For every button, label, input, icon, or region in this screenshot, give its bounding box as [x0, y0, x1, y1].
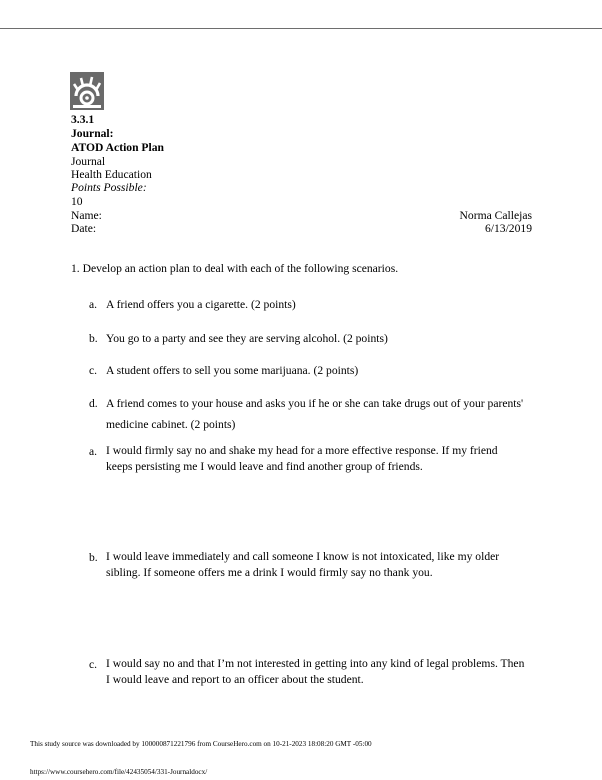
points-value: 10 — [71, 195, 83, 208]
question-prompt: 1. Develop an action plan to deal with each of the following scenarios. — [71, 262, 399, 275]
answer-letter: b. — [89, 551, 98, 564]
scenario-letter: c. — [89, 364, 98, 377]
student-name: Norma Callejas — [459, 209, 532, 222]
footer-source-note: This study source was downloaded by 100000871221796 from CourseHero.com on 10-21-2023 18:08:20 GMT -05:00 — [30, 740, 372, 748]
answer-text: I would leave immediately and call someone I know is not intoxicated, like my older sibling. If someone offers me a drink I would firmly say no thank you. — [106, 550, 500, 579]
answer-text: I would say no and that I’m not interested in getting into any kind of legal problems. Then I would leave and report to an officer about the student. — [106, 657, 525, 686]
points-label: Points Possible: — [71, 181, 147, 194]
answer-letter: a. — [89, 445, 98, 458]
journal-label: Journal: — [71, 127, 114, 140]
scenario-letter: b. — [89, 332, 98, 345]
sunburst-logo-icon — [70, 72, 104, 110]
scenario-text: A student offers to sell you some marijuana. (2 points) — [106, 364, 359, 377]
answer-letter: c. — [89, 658, 98, 671]
top-divider — [0, 28, 602, 29]
date-label: Date: — [71, 222, 97, 235]
name-label: Name: — [71, 209, 102, 222]
section-number: 3.3.1 — [71, 113, 95, 126]
scenario-text-line2: medicine cabinet. (2 points) — [106, 418, 236, 431]
answer-text: I would firmly say no and shake my head for a more effective response. If my friend keeps persisting me I would leave and find another group of friends. — [106, 444, 498, 473]
scenario-text: A friend offers you a cigarette. (2 points) — [106, 298, 296, 311]
scenario-text: You go to a party and see they are serving alcohol. (2 points) — [106, 332, 388, 345]
submission-date: 6/13/2019 — [484, 222, 532, 235]
page-title: ATOD Action Plan — [71, 141, 164, 154]
course-name: Health Education — [71, 168, 152, 181]
scenario-letter: a. — [89, 298, 98, 311]
assignment-type: Journal — [71, 155, 106, 168]
scenario-text-line1: A friend comes to your house and asks you if he or she can take drugs out of your parents' — [106, 397, 524, 410]
footer-url-link[interactable]: https://www.coursehero.com/file/42435054/331-Journaldocx/ — [30, 768, 208, 776]
scenario-letter: d. — [89, 397, 98, 410]
